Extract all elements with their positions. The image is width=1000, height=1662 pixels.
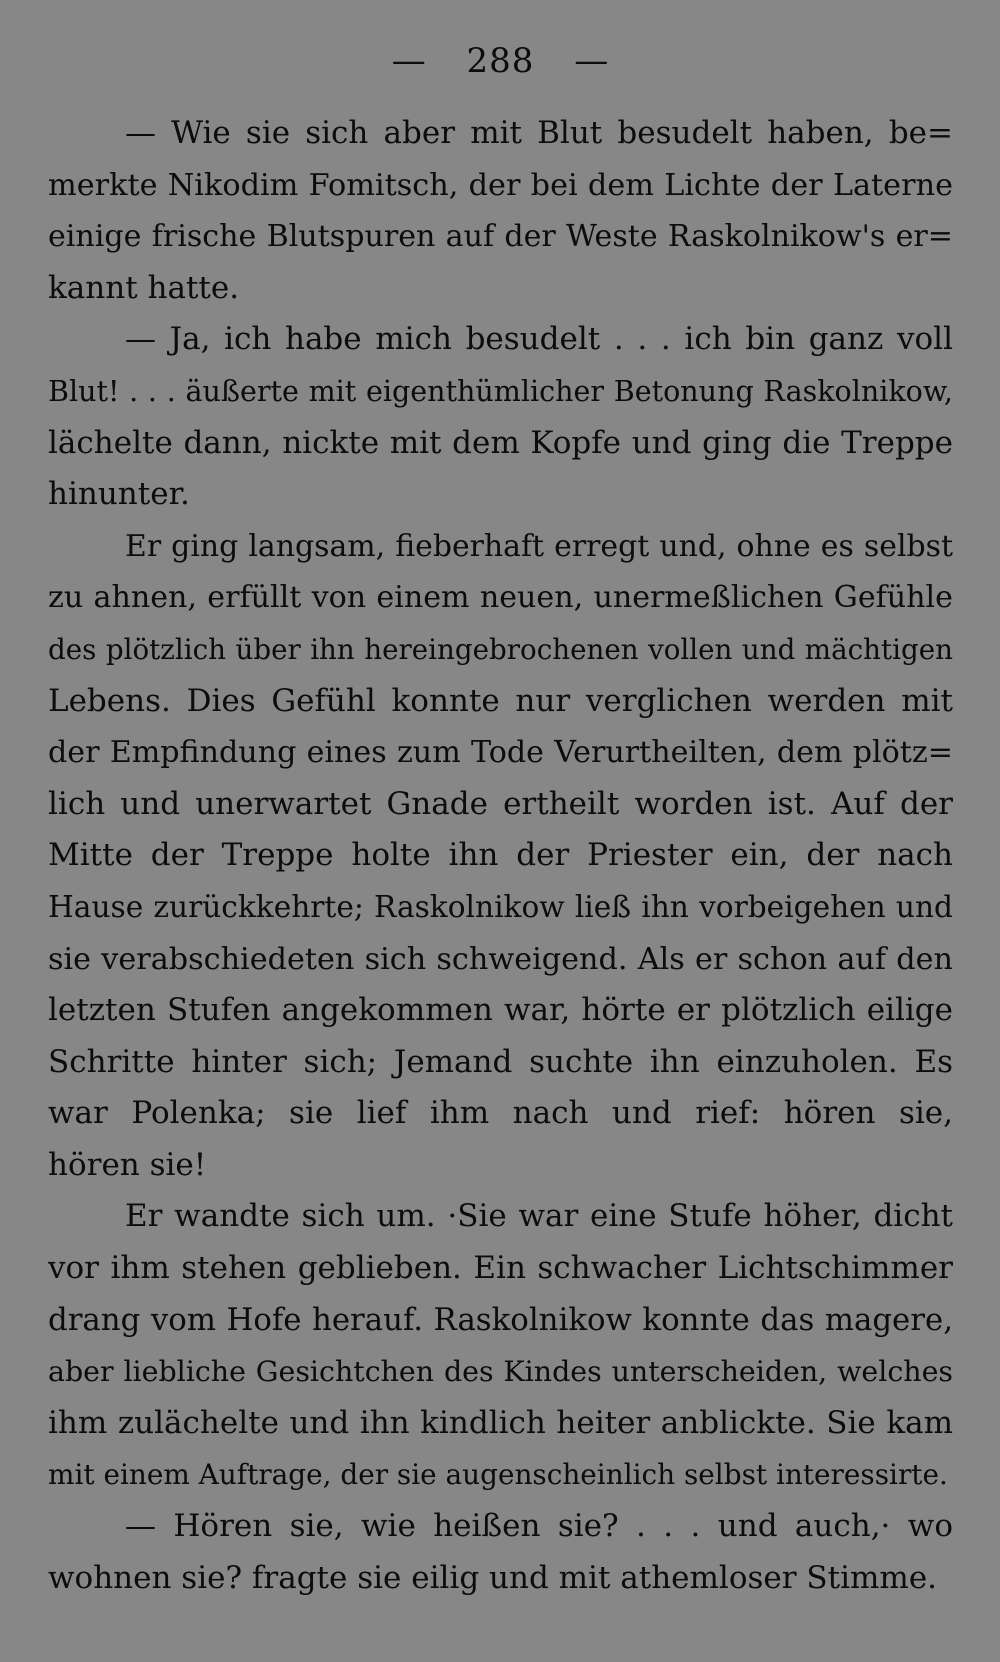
text-line: Mitte der Treppe holte ihn der Priester ein, der nach (48, 837, 953, 874)
text-line: Er wandte sich um. ·Sie war eine Stufe höher, dicht (125, 1198, 953, 1235)
text-line: — Hören sie, wie heißen sie? . . . und auch,· wo (125, 1508, 953, 1545)
text-line: kannt hatte. (48, 269, 240, 306)
paragraph-5 (48, 1501, 953, 1604)
header-dash-right: — (574, 41, 610, 81)
text-line: mit einem Auftrage, der sie augenscheinlich selbst interessirte. (48, 1458, 948, 1492)
text-line: drang vom Hofe herauf. Raskolnikow konnte das magere, (48, 1301, 953, 1338)
text-line: — Wie sie sich aber mit Blut besudelt haben, be= (125, 115, 953, 151)
header-dash-left: — (391, 41, 427, 81)
paragraph-1 (48, 108, 953, 314)
text-line: der Empfindung eines zum Tode Verurtheilten, dem plötz= (48, 735, 953, 771)
text-line: des plötzlich über ihn hereingebrochenen vollen und mächtigen (48, 632, 953, 666)
text-line: letzten Stufen angekommen war, hörte er plötzlich eilige (48, 992, 953, 1029)
text-line: war Polenka; sie lief ihm nach und rief: hören sie, (48, 1095, 953, 1132)
text-line: ihm zulächelte und ihn kindlich heiter anblickte. Sie kam (48, 1404, 953, 1441)
paragraph-4 (48, 1191, 953, 1501)
text-line: sie verabschiedeten sich schweigend. Als er schon auf den (48, 941, 953, 977)
paragraph-2 (48, 314, 953, 520)
page-number: 288 (466, 41, 535, 81)
text-line: Lebens. Dies Gefühl konnte nur verglichen werden mit (48, 682, 953, 719)
text-line: Blut! . . . äußerte mit eigenthümlicher Betonung Raskolnikow, (48, 373, 953, 408)
body-text (48, 108, 953, 1604)
paragraph-3 (48, 521, 953, 1192)
text-line: merkte Nikodim Fomitsch, der bei dem Lichte der Laterne (48, 167, 953, 203)
text-line: Schritte hinter sich; Jemand suchte ihn einzuholen. Es (48, 1043, 953, 1080)
text-line: vor ihm stehen geblieben. Ein schwacher Lichtschimmer (48, 1250, 953, 1287)
text-line: aber liebliche Gesichtchen des Kindes unterscheiden, welches (48, 1355, 953, 1389)
page-header (48, 36, 953, 86)
text-line: einige frische Blutspuren auf der Weste Raskolnikow's er= (48, 219, 953, 255)
text-line: zu ahnen, erfüllt von einem neuen, unermeßlichen Gefühle (48, 580, 953, 616)
text-line: — Ja, ich habe mich besudelt . . . ich bin ganz voll (125, 321, 953, 358)
text-line: hinunter. (48, 476, 190, 513)
text-line: hören sie! (48, 1146, 207, 1183)
text-line: Er ging langsam, fieberhaft erregt und, ohne es selbst (125, 528, 953, 564)
text-line: lächelte dann, nickte mit dem Kopfe und ging die Treppe (48, 424, 953, 461)
text-line: Hause zurückkehrte; Raskolnikow ließ ihn vorbeigehen und (48, 889, 953, 924)
text-line: wohnen sie? fragte sie eilig und mit athemloser Stimme. (48, 1559, 938, 1596)
text-line: lich und unerwartet Gnade ertheilt worden ist. Auf der (48, 785, 953, 822)
